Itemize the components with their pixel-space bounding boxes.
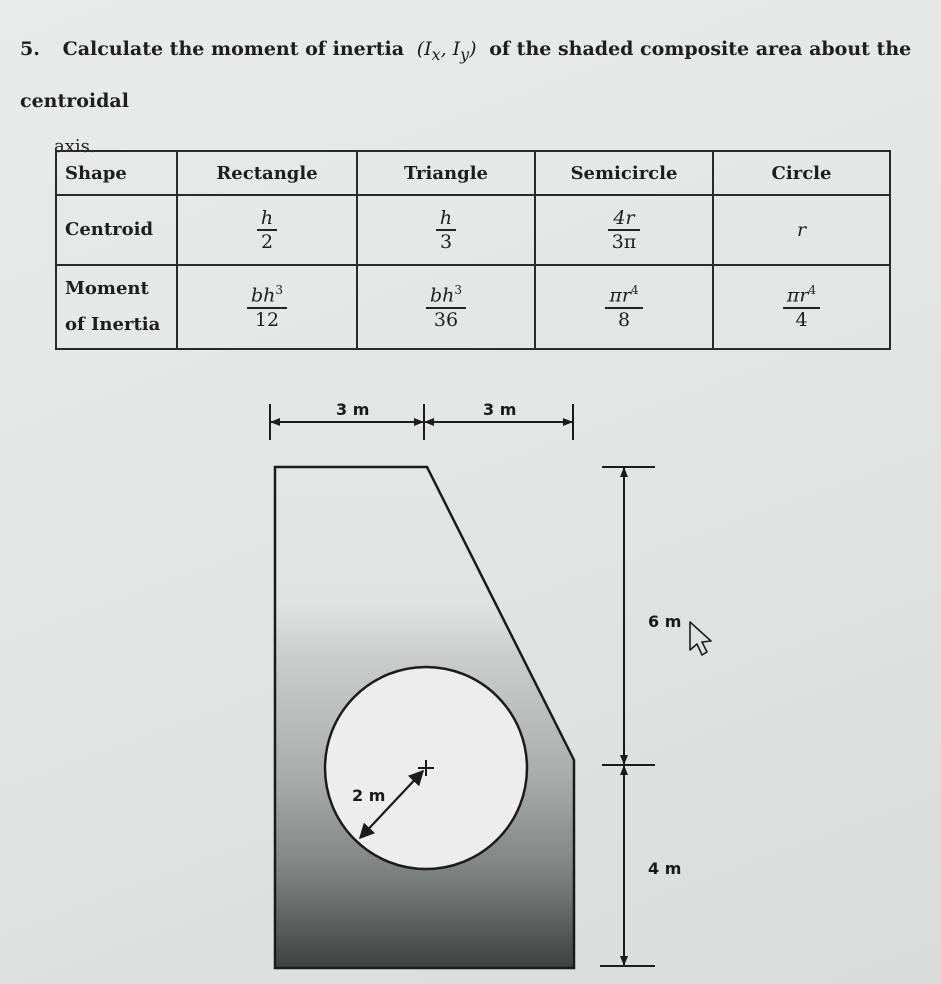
right-dim-top-label: 6 m: [648, 612, 682, 631]
moment-symbol: ($I_x$, $I_y$): [410, 38, 483, 64]
top-dim-right-label: 3 m: [483, 400, 517, 419]
header-triangle: Triangle: [357, 151, 535, 195]
centroid-rectangle: $\frac{h}{2}$: [177, 195, 357, 265]
mouse-cursor-icon: [690, 622, 711, 655]
right-dim-bottom-label: 4 m: [648, 859, 682, 878]
header-semicircle: Semicircle: [535, 151, 713, 195]
question-text-line2: axis.: [54, 135, 96, 157]
question-number: 5.: [20, 38, 40, 60]
question-text-after: of the shaded composite area about the centroidal: [20, 38, 912, 112]
row-label-centroid: Centroid: [56, 195, 177, 265]
header-rectangle: Rectangle: [177, 151, 357, 195]
centroid-triangle: $\frac{h}{3}$: [357, 195, 535, 265]
top-dim-left-label: 3 m: [336, 400, 370, 419]
moment-rectangle: $\frac{bh^3}{12}$: [177, 265, 357, 349]
header-shape: Shape: [56, 151, 177, 195]
moment-triangle: $\frac{bh^3}{36}$: [357, 265, 535, 349]
centroid-circle: r: [713, 195, 890, 265]
header-circle: Circle: [713, 151, 890, 195]
moment-circle: $\frac{\pi r^4}{4}$: [713, 265, 890, 349]
question-text-before: Calculate the moment of inertia: [62, 38, 405, 60]
moment-semicircle: $\frac{\pi r^4}{8}$: [535, 265, 713, 349]
centroid-semicircle: $\frac{4r}{3\pi}$: [535, 195, 713, 265]
circle-dim-label: 2 m: [352, 786, 386, 805]
row-label-moment: Moment of Inertia: [56, 265, 177, 349]
